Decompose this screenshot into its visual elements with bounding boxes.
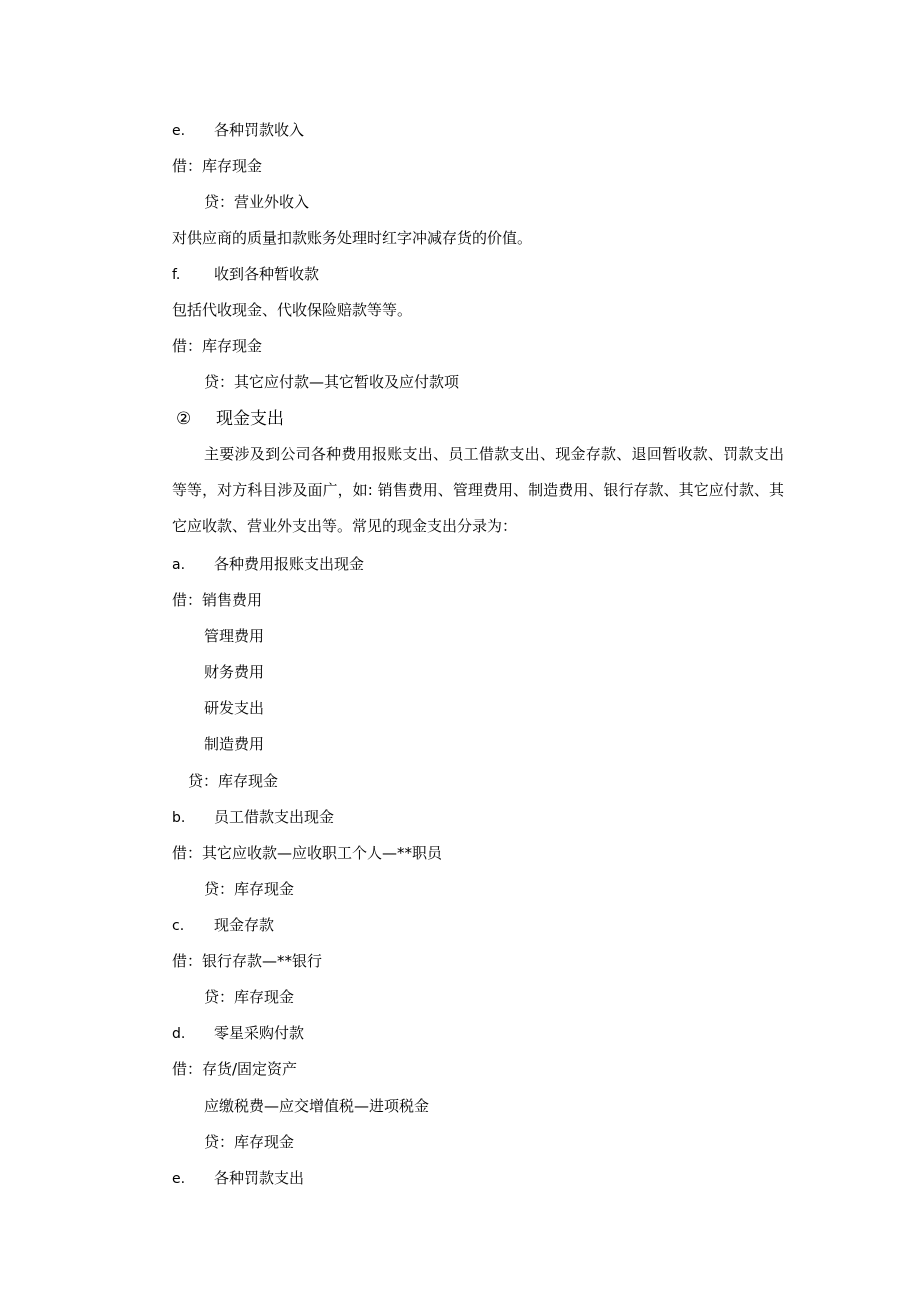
item-c-heading	[172, 915, 274, 936]
item-marker: c.	[172, 918, 185, 934]
credit-entry: 贷：其它应付款—其它暂收及应付款项	[204, 373, 460, 391]
item-title: 各种罚款收入	[214, 121, 305, 139]
item-marker: b.	[172, 810, 186, 826]
credit-entry: 贷：库存现金	[204, 1133, 295, 1151]
debit-entry-continued: 研发支出	[204, 699, 265, 717]
item-title: 零星采购付款	[214, 1024, 305, 1042]
item-title: 员工借款支出现金	[214, 808, 335, 826]
debit-entry: 借：库存现金	[172, 157, 263, 175]
credit-entry: 贷：库存现金	[204, 988, 295, 1006]
debit-entry-continued: 应缴税费—应交增值税—进项税金	[204, 1097, 430, 1115]
item-title: 各种费用报账支出现金	[214, 555, 365, 573]
debit-entry-continued: 制造费用	[204, 735, 265, 753]
debit-entry: 借：库存现金	[172, 337, 263, 355]
item-e-income-heading	[172, 120, 304, 141]
item-title: 各种罚款支出	[214, 1169, 305, 1187]
item-marker: a.	[172, 557, 186, 573]
item-e-expense-heading	[172, 1168, 304, 1189]
item-marker: d.	[172, 1026, 186, 1042]
note-text: 包括代收现金、代收保险赔款等等。	[172, 301, 413, 319]
debit-entry-continued: 财务费用	[204, 663, 265, 681]
item-b-heading	[172, 807, 334, 828]
section-title: 现金支出	[216, 409, 284, 429]
item-f-heading	[172, 264, 319, 285]
item-title: 收到各种暂收款	[214, 265, 320, 283]
credit-entry: 贷：库存现金	[188, 772, 279, 790]
debit-entry: 借：销售费用	[172, 591, 263, 609]
debit-entry: 借：存货/固定资产	[172, 1060, 298, 1078]
credit-entry: 贷：库存现金	[204, 880, 295, 898]
item-a-heading	[172, 554, 364, 575]
item-d-heading	[172, 1023, 304, 1044]
item-marker: e.	[172, 123, 186, 139]
item-title: 现金存款	[214, 916, 275, 934]
debit-entry: 借：其它应收款—应收职工个人—**职员	[172, 844, 443, 862]
debit-entry-continued: 管理费用	[204, 627, 265, 645]
item-marker: e.	[172, 1171, 186, 1187]
debit-entry: 借：银行存款—**银行	[172, 952, 323, 970]
item-marker: f.	[172, 267, 181, 283]
intro-paragraph: 主要涉及到公司各种费用报账支出、员工借款支出、现金存款、退回暂收款、罚款支出等等，对方科目涉及面广，如: 销售费用、管理费用、制造费用、银行存款、其它应付款、其它应收款、营业外支出等。常见的现金支出分录为：	[172, 445, 784, 535]
section-number: ②	[176, 409, 192, 429]
note-text: 对供应商的质量扣款账务处理时红字冲减存货的价值。	[172, 229, 533, 247]
credit-entry: 贷：营业外收入	[204, 193, 310, 211]
section-heading	[176, 409, 284, 429]
